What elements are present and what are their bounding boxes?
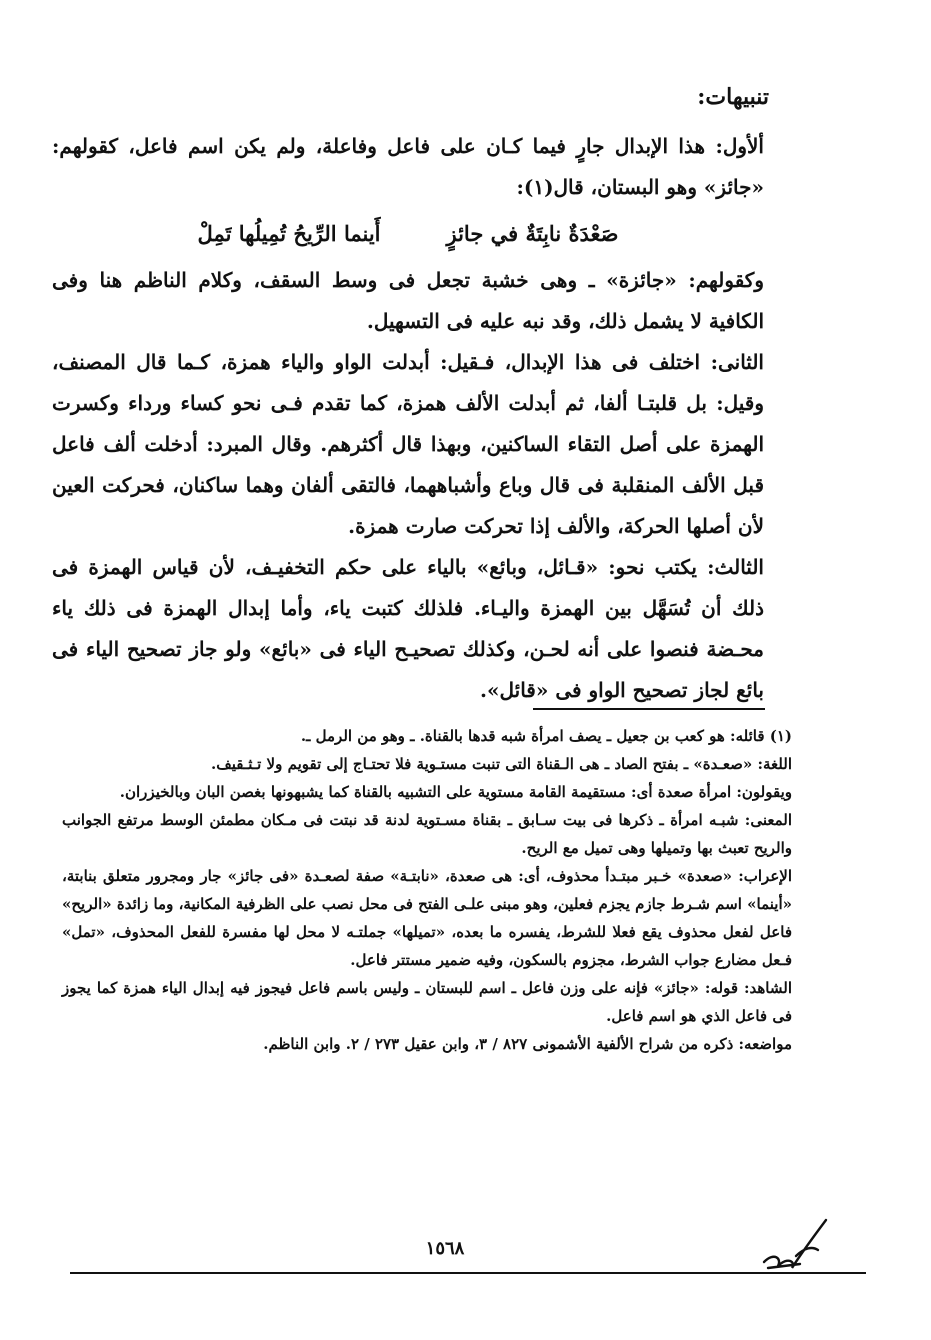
verse-second-hemistich: أَينما الرِّيحُ تُمِيلُها تَمِلْ [197, 221, 381, 246]
footnote-source: (١) قائله: هو كعب بن جعيل ـ يصف امرأة شبه قدها بالقناة. ـ وهو من الرمل ـ. [300, 727, 792, 745]
paragraph-third: الثالث: يكتب نحو: «قـائل، وبائع» بالياء على حكم التخفيـف، لأن قياس الهمزة فى ذلك أن تُسَهَّل بين الهمزة واليـاء. فلذلك كتبت ياء، وأما إبدال الهمزة فى ذلك ياء محـضة فنصوا على أنه لحـن، وكذلك تصحيـح الياء فى «بائع» ولو جاز تصحيح الياء فى بائع لجاز تصحيح الواو فى «قائل». [52, 555, 764, 702]
footnotes [62, 722, 792, 1058]
paragraph-first: ألأول: هذا الإبدال جارٍ فيما كـان على فاعل وفاعلة، ولم يكن اسم فاعل، كقولهم: «جائز» وهو البستان، قال(١): [52, 134, 764, 199]
footnote-mawadieh: مواضعه: ذكره من شراح الألفية الأشمونى ٨٢٧ / ٣، وابن عقيل ٢٧٣ / ٢. وابن الناظم. [263, 1035, 792, 1053]
footnote-mana: المعنى: شبـه امرأة ـ ذكرها فى بيت سـابق ـ بقناة مسـتوية لدنة قد نبتت فى مـكان مطمئن الوسط مرتفع الجوانب والريح تعبث بها وتميلها وهى تميل مع الريح. [62, 811, 792, 857]
verse-first-hemistich: صَعْدَةٌ نابِتَةٌ في جائزٍ [446, 221, 619, 246]
footnote-lugha: اللغة: «صعـدة» ـ بفتح الصاد ـ هى الـقناة التى تنبت مستـوية فلا تحتـاج إلى تقويم ولا تـثـقيف. [210, 755, 792, 773]
section-heading: تنبيهات: [697, 84, 769, 110]
paragraph-first-continued: وكقولهم: «جائزة» ـ وهى خشبة تجعل فى وسط السقف، وكلام الناظم هنا وفى الكافية لا يشمل ذلك، وقد نبه عليه فى التسهيل. [52, 268, 764, 333]
signature-mark [760, 1212, 830, 1272]
footnote-yaqulun: ويقولون: امرأة صعدة أى: مستقيمة القامة مستوية على التشبيه بالقناة كما يشبهونها بغصن البان وبالخيزران. [119, 783, 792, 801]
paragraph-second: الثانى: اختلف فى هذا الإبدال، فـقيل: أبدلت الواو والياء همزة، كـما قال المصنف، وقيل: بل قلبتـا ألفا، ثم أبدلت الألف همزة، كما تقدم فـى نحو كساء ورداء وكسرت الهمزة على أصل التقاء الساكنين، وبهذا قال أكثرهم. وقال المبرد: أدخلت ألف فاعل قبل الألف المنقلبة فى قال وباع وأشباههما، فالتقى ألفان وهما ساكنان، فحركت العين لأن أصلها الحركة، والألف إذا تحركت صارت همزة. [52, 350, 764, 538]
footnote-irab: الإعراب: «صعدة» خـبر مبتـدأ محذوف، أى: هى صعدة، «نابتـة» صفة لصعـدة «فى جائز» جار ومجرور متعلق بنابتة، «أينما» اسم شـرط جازم يجزم فعلين، وهو مبنى علـى الفتح فى محل نصب على الظرفية المكانية، وما زائدة «الريح» فاعل لفعل محذوف يقع فعلا للشرط، يفسره ما بعده، «تميلها» جملتـه لا محل لها مفسرة للفعل المحذوف، «تمل» فـعل مضارع جواب الشرط، مجزوم بالسكون، وفيه ضمير مستتر فاعل. [62, 867, 792, 969]
main-text [52, 126, 764, 711]
page-number: ١٥٦٨ [425, 1238, 465, 1259]
footnote-shahid: الشاهد: قوله: «جائز» فإنه على وزن فاعل ـ اسم للبستان ـ وليس باسم فاعل فيجوز فيه إبدال الياء همزة كما يجوز فى فاعل الذي هو اسم فاعل. [62, 979, 792, 1025]
footnote-divider [533, 708, 765, 710]
bottom-rule [70, 1272, 866, 1274]
poetry-verse [52, 210, 764, 258]
